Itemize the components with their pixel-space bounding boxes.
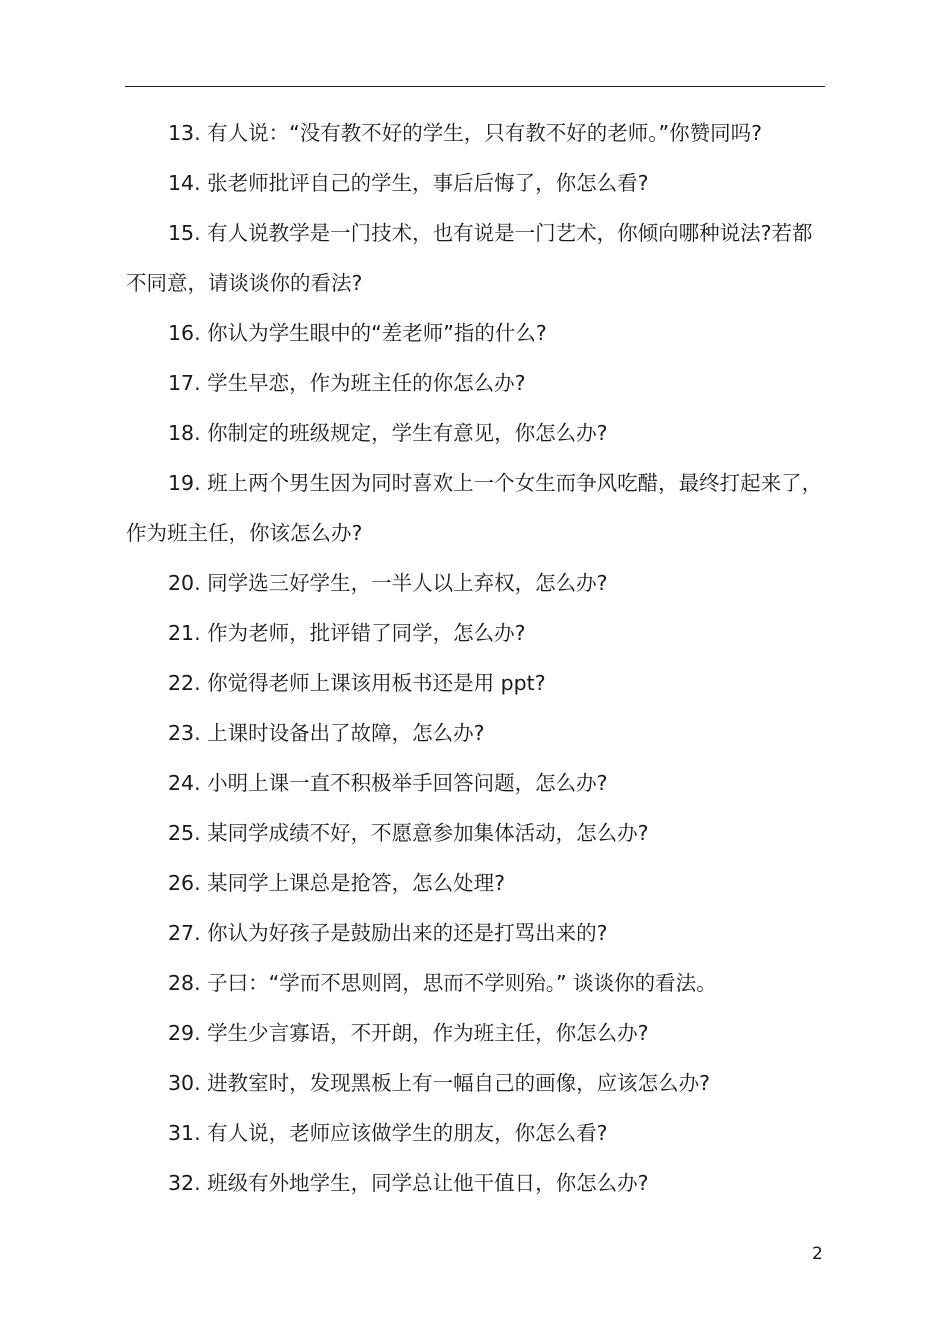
question-29: 29. 学生少言寡语，不开朗，作为班主任，你怎么办? (168, 1021, 649, 1045)
page-number: 2 (812, 1244, 823, 1264)
question-26: 26. 某同学上课总是抢答，怎么处理? (168, 871, 505, 895)
question-21: 21. 作为老师，批评错了同学，怎么办? (168, 621, 526, 645)
question-18: 18. 你制定的班级规定，学生有意见，你怎么办? (168, 421, 608, 445)
question-24: 24. 小明上课一直不积极举手回答问题，怎么办? (168, 771, 608, 795)
question-15: 15. 有人说教学是一门技术，也有说是一门艺术，你倾向哪种说法?若都不同意，请谈谈你的看法? (126, 221, 813, 295)
question-list (126, 108, 830, 1208)
question-32: 32. 班级有外地学生，同学总让他干值日，你怎么办? (168, 1171, 649, 1195)
question-28: 28. 子曰：“学而不思则罔，思而不学则殆。” 谈谈你的看法。 (168, 971, 717, 995)
question-31: 31. 有人说，老师应该做学生的朋友，你怎么看? (168, 1121, 608, 1145)
question-14: 14. 张老师批评自己的学生，事后后悔了，你怎么看? (168, 171, 649, 195)
question-27: 27. 你认为好孩子是鼓励出来的还是打骂出来的? (168, 921, 608, 945)
question-16: 16. 你认为学生眼中的“差老师”指的什么? (168, 321, 547, 345)
question-17: 17. 学生早恋，作为班主任的你怎么办? (168, 371, 526, 395)
question-25: 25. 某同学成绩不好，不愿意参加集体活动，怎么办? (168, 821, 649, 845)
question-23: 23. 上课时设备出了故障，怎么办? (168, 721, 485, 745)
question-30: 30. 进教室时，发现黑板上有一幅自己的画像，应该怎么办? (168, 1071, 710, 1095)
question-20: 20. 同学选三好学生，一半人以上弃权，怎么办? (168, 571, 608, 595)
question-13: 13. 有人说：“没有教不好的学生，只有教不好的老师。”你赞同吗? (168, 121, 762, 145)
header-rule (125, 86, 825, 87)
question-19: 19. 班上两个男生因为同时喜欢上一个女生而争风吃醋，最终打起来了，作为班主任，你该怎么办? (126, 471, 823, 545)
question-22: 22. 你觉得老师上课该用板书还是用 ppt? (168, 671, 546, 695)
